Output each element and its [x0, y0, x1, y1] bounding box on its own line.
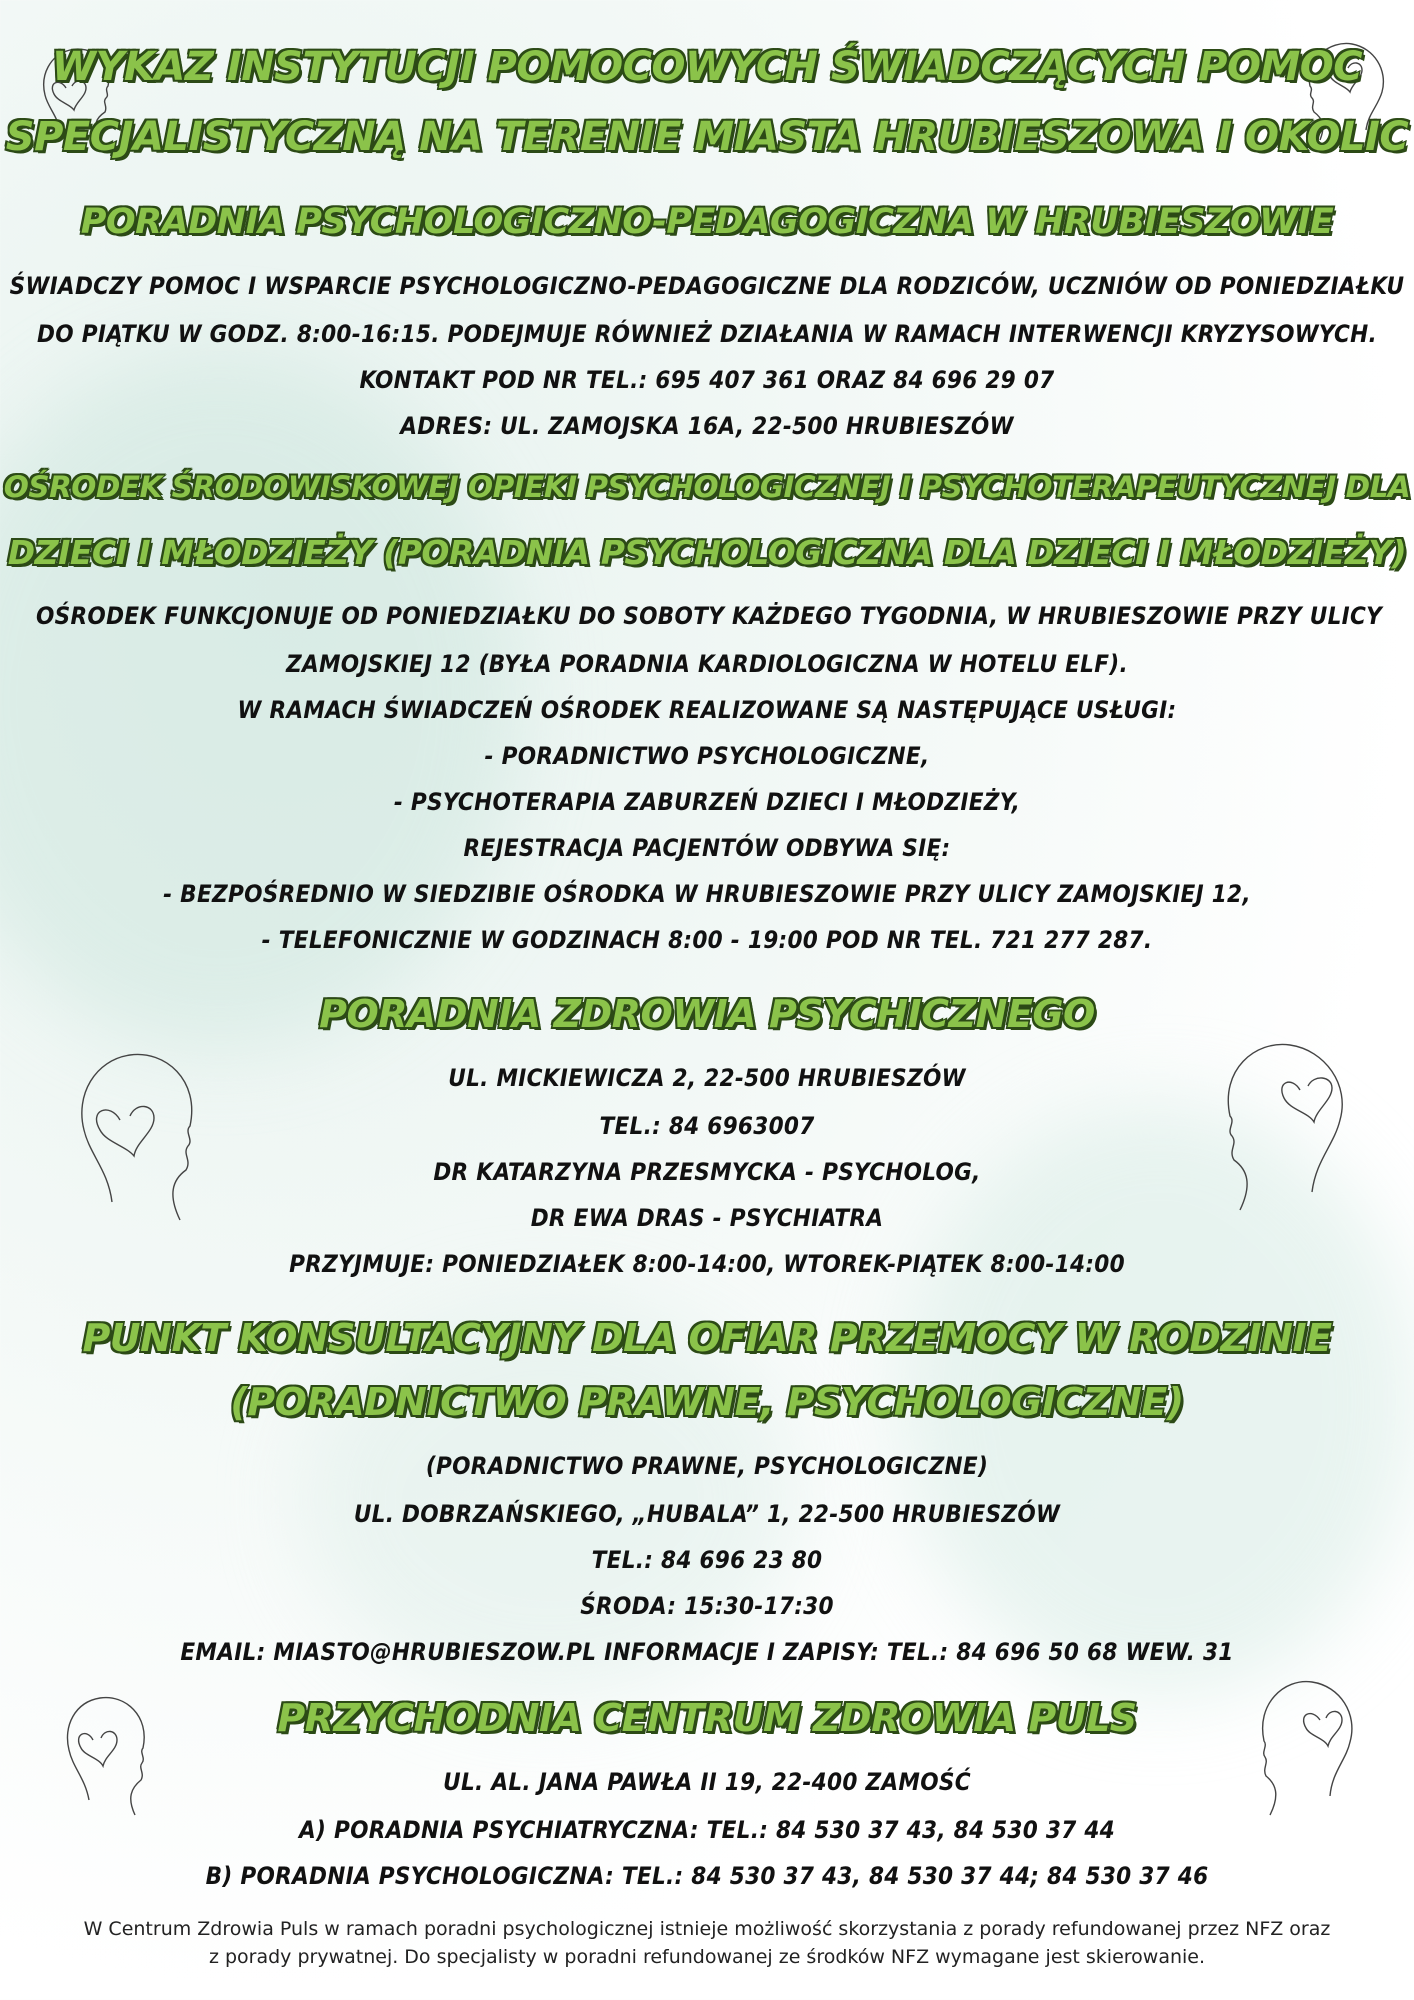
section5-line: B) PORADNIA PSYCHOLOGICZNA: TEL.: 84 530 37 43, 84 530 37 44; 84 530 37 46	[205, 1862, 1209, 1890]
footer-note-line-2: z porady prywatnej. Do specjalisty w poradni refundowanej ze środków NFZ wymagane jest skierowanie.	[208, 1946, 1206, 1968]
section2-line: - BEZPOŚREDNIO W SIEDZIBIE OŚRODKA W HRUBIESZOWIE PRZY ULICY ZAMOJSKIEJ 12,	[163, 880, 1251, 908]
section1-line: DO PIĄTKU W GODZ. 8:00-16:15. PODEJMUJE RÓWNIEŻ DZIAŁANIA W RAMACH INTERWENCJI KRYZYSOWYCH.	[37, 320, 1377, 348]
section1-line: ŚWIADCZY POMOC I WSPARCIE PSYCHOLOGICZNO-PEDAGOGICZNE DLA RODZICÓW, UCZNIÓW OD PONIEDZIAŁKU	[9, 272, 1405, 300]
page-title-line-1: WYKAZ INSTYTUCJI POMOCOWYCH ŚWIADCZĄCYCH POMOC	[51, 44, 1363, 90]
section2-line: REJESTRACJA PACJENTÓW ODBYWA SIĘ:	[463, 834, 951, 862]
section2-line: - TELEFONICZNIE W GODZINACH 8:00 - 19:00 POD NR TEL. 721 277 287.	[261, 926, 1153, 954]
section3-line: TEL.: 84 6963007	[599, 1112, 815, 1140]
section3-line: UL. MICKIEWICZA 2, 22-500 HRUBIESZÓW	[448, 1064, 966, 1092]
section2-line: W RAMACH ŚWIADCZEŃ OŚRODEK REALIZOWANE SĄ NASTĘPUJĄCE USŁUGI:	[237, 696, 1177, 724]
section3-line: DR EWA DRAS - PSYCHIATRA	[530, 1204, 884, 1232]
section4-line: ŚRODA: 15:30-17:30	[580, 1592, 834, 1620]
section-heading-osrodek-line-1: OŚRODEK ŚRODOWISKOWEJ OPIEKI PSYCHOLOGICZNEJ I PSYCHOTERAPEUTYCZNEJ DLA	[3, 470, 1411, 504]
section1-line: ADRES: UL. ZAMOJSKA 16A, 22-500 HRUBIESZÓW	[400, 412, 1014, 440]
section-heading-puls: PRZYCHODNIA CENTRUM ZDROWIA PULS	[277, 1696, 1137, 1740]
section-heading-osrodek-line-2: DZIECI I MŁODZIEŻY (PORADNIA PSYCHOLOGICZNA DLA DZIECI I MŁODZIEŻY)	[7, 533, 1407, 572]
section-heading-poradnia-pp: PORADNIA PSYCHOLOGICZNO-PEDAGOGICZNA W HRUBIESZOWIE	[80, 202, 1334, 242]
section2-line: - PORADNICTWO PSYCHOLOGICZNE,	[484, 742, 930, 770]
footer-note-line-1: W Centrum Zdrowia Puls w ramach poradni psychologicznej istnieje możliwość skorzystania z porady refundowanej przez NFZ oraz	[83, 1918, 1331, 1940]
section2-line: ZAMOJSKIEJ 12 (BYŁA PORADNIA KARDIOLOGICZNA W HOTELU ELF).	[286, 650, 1128, 678]
section4-line: (PORADNICTWO PRAWNE, PSYCHOLOGICZNE)	[425, 1452, 989, 1480]
section4-line: EMAIL: MIASTO@HRUBIESZOW.PL INFORMACJE I ZAPISY: TEL.: 84 696 50 68 WEW. 31	[180, 1638, 1234, 1666]
page-title-line-2: SPECJALISTYCZNĄ NA TERENIE MIASTA HRUBIESZOWA I OKOLIC	[5, 114, 1409, 160]
section5-line: UL. AL. JANA PAWŁA II 19, 22-400 ZAMOŚĆ	[443, 1768, 971, 1796]
section2-line: - PSYCHOTERAPIA ZABURZEŃ DZIECI I MŁODZIEŻY,	[393, 788, 1021, 816]
head-heart-icon	[1240, 1660, 1380, 1820]
section4-line: TEL.: 84 696 23 80	[591, 1546, 823, 1574]
section-heading-punkt-line-2: (PORADNICTWO PRAWNE, PSYCHOLOGICZNE)	[230, 1380, 1184, 1424]
section4-line: UL. DOBRZAŃSKIEGO, „HUBALA” 1, 22-500 HRUBIESZÓW	[353, 1500, 1061, 1528]
section5-line: A) PORADNIA PSYCHIATRYCZNA: TEL.: 84 530 37 43, 84 530 37 44	[299, 1816, 1115, 1844]
section3-line: DR KATARZYNA PRZESMYCKA - PSYCHOLOG,	[433, 1158, 981, 1186]
section1-line: KONTAKT POD NR TEL.: 695 407 361 ORAZ 84 696 29 07	[359, 366, 1055, 394]
section2-line: OŚRODEK FUNKCJONUJE OD PONIEDZIAŁKU DO SOBOTY KAŻDEGO TYGODNIA, W HRUBIESZOWIE PRZY ULICY	[36, 602, 1383, 630]
section3-line: PRZYJMUJE: PONIEDZIAŁEK 8:00-14:00, WTOREK-PIĄTEK 8:00-14:00	[289, 1250, 1125, 1278]
section-heading-punkt-line-1: PUNKT KONSULTACYJNY DLA OFIAR PRZEMOCY W RODZINIE	[82, 1316, 1332, 1360]
section-heading-zdrowia-psychicznego: PORADNIA ZDROWIA PSYCHICZNEGO	[319, 992, 1095, 1036]
